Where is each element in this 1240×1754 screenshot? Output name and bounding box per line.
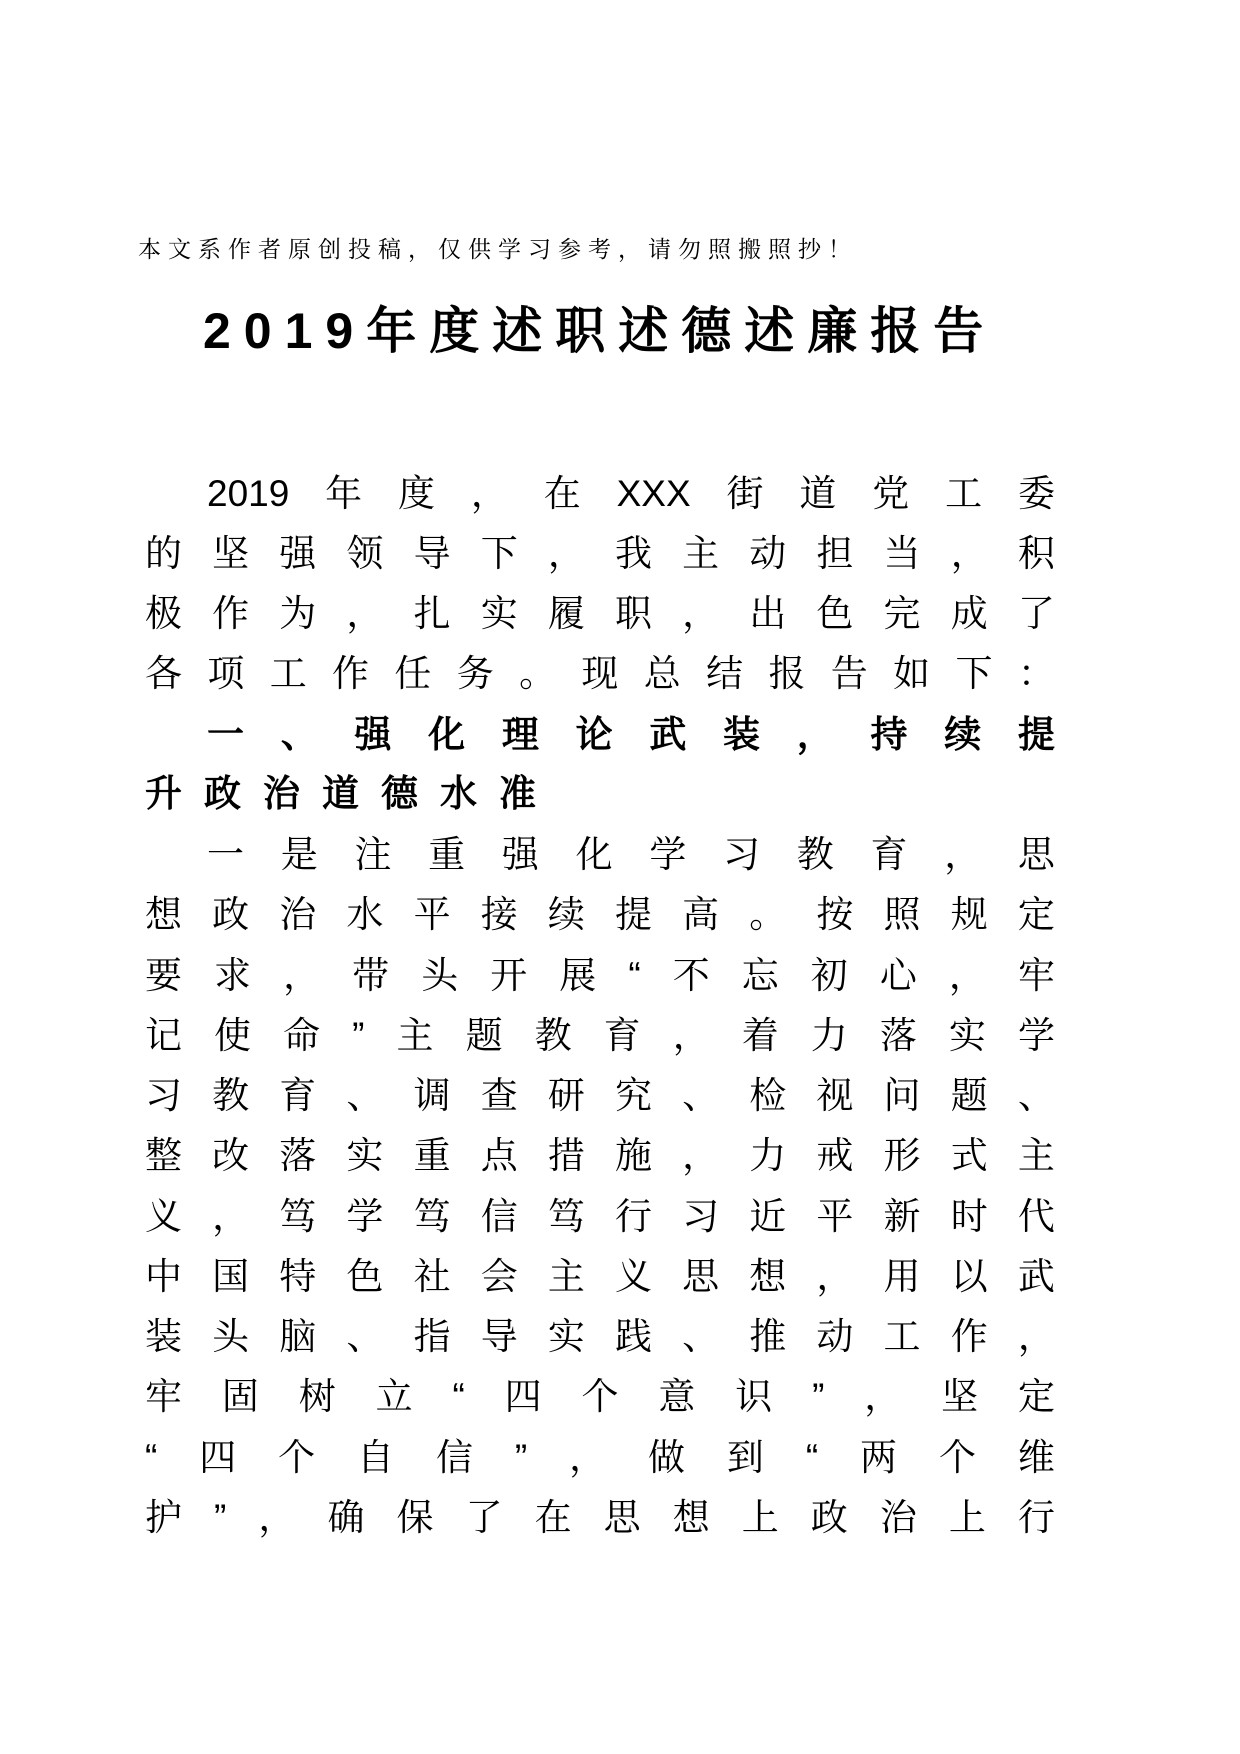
body-line: 习 教 育 、 调 查 研 究 、 检 视 问 题 、	[145, 1075, 1055, 1117]
body-line: 一 是 注 重 强 化 学 习 教 育 ， 思	[207, 834, 1055, 876]
body-line: 要 求 ， 带 头 开 展 “ 不 忘 初 心 ， 牢	[145, 954, 1055, 996]
body-line: 2019 年 度 ， 在 XXX 街 道 党 工 委	[207, 472, 1055, 514]
body-line: 极 作 为 ， 扎 实 履 职 ， 出 色 完 成 了	[145, 593, 1055, 635]
body-line: 各 项 工 作 任 务 。 现 总 结 报 告 如 下 ：	[145, 653, 1055, 695]
body-line: 升政治道德水准	[145, 773, 558, 815]
body-line: 牢 固 树 立 “ 四 个 意 识 ” ， 坚 定	[145, 1376, 1055, 1418]
body-line: 中 国 特 色 社 会 主 义 思 想 ， 用 以 武	[145, 1255, 1055, 1297]
body-line: 记 使 命 ” 主 题 教 育 ， 着 力 落 实 学	[145, 1014, 1055, 1056]
body-line: 装 头 脑 、 指 导 实 践 、 推 动 工 作 ，	[145, 1316, 1055, 1358]
body-line: 整 改 落 实 重 点 措 施 ， 力 戒 形 式 主	[145, 1135, 1055, 1177]
disclaimer-text: 本文系作者原创投稿，仅供学习参考，请勿照搬照抄！	[138, 236, 858, 262]
body-line: 的 坚 强 领 导 下 ， 我 主 动 担 当 ， 积	[145, 532, 1055, 574]
body-line: 护 ” ， 确 保 了 在 思 想 上 政 治 上 行	[145, 1496, 1055, 1538]
body-line: “ 四 个 自 信 ” ， 做 到 “ 两 个 维	[145, 1436, 1055, 1478]
body-line: 想 政 治 水 平 接 续 提 高 。 按 照 规 定	[145, 894, 1055, 936]
body-line: 一 、 强 化 理 论 武 装 ， 持 续 提	[207, 713, 1055, 755]
body-line: 义 ， 笃 学 笃 信 笃 行 习 近 平 新 时 代	[145, 1195, 1055, 1237]
document-title: 2019年度述职述德述廉报告	[203, 303, 997, 359]
document-body	[145, 463, 1055, 1548]
